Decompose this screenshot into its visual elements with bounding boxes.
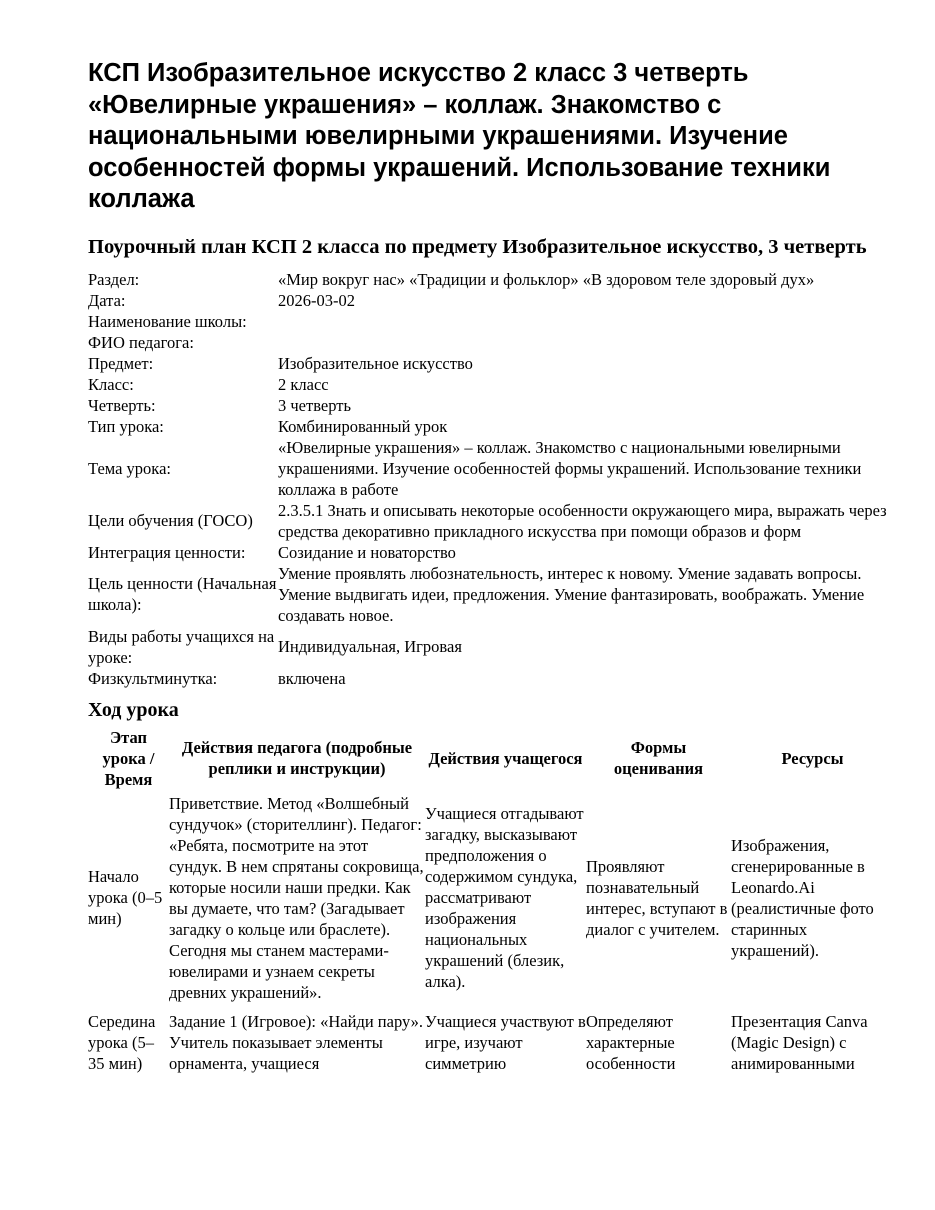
info-row [88,374,888,395]
info-label: Дата: [88,290,126,310]
lesson-info-table [88,269,888,689]
info-row [88,332,888,353]
info-value: 3 четверть [278,395,351,415]
info-label: Предмет: [88,353,154,373]
info-label: Тема урока: [88,458,171,478]
lesson-column-header: Действия педагога (подробные реплики и инструкции) [181,738,413,778]
info-value: Созидание и новаторство [278,542,456,562]
info-value: «Мир вокруг нас» «Традиции и фольклор» «В здоровом теле здоровый дух» [278,269,815,289]
lesson-cell: Начало урока (0–5 мин) [88,867,163,928]
info-row [88,311,888,332]
document-subtitle: Поурочный план КСП 2 класса по предмету Изобразительное искусство, 3 четверть [88,235,867,258]
lesson-column-header: Этап урока / Время [102,727,155,789]
info-value: Умение проявлять любознательность, интерес к новому. Умение задавать вопросы. Умение выдвигать идеи, предложения. Умение фантазировать, воображать. Умение создавать новое. [278,563,865,625]
info-label: ФИО педагога: [88,332,194,352]
lesson-cell: Задание 1 (Игровое): «Найди пару». Учитель показывает элементы орнамента, учащиеся [169,1011,424,1073]
info-row [88,269,888,290]
info-label: Раздел: [88,269,140,289]
info-label: Цель ценности (Начальная школа): [88,574,277,614]
lesson-column-header: Ресурсы [781,748,844,768]
info-value: включена [278,668,346,688]
info-label: Тип урока: [88,416,164,436]
info-value: Изобразительное искусство [278,353,473,373]
info-row [88,437,888,500]
lesson-cell: Середина урока (5–35 мин) [88,1011,156,1073]
lesson-plan-table [88,727,894,1082]
lesson-heading: Ход урока [88,698,179,721]
info-label: Четверть: [88,395,156,415]
info-value: 2026-03-02 [278,290,355,310]
info-row [88,668,888,689]
info-value [278,311,888,332]
lesson-stage-row [88,1011,894,1082]
lesson-cell: Учащиеся отгадывают загадку, высказывают предположения о содержимом сундука, рассматривают изображения национальных украшений (блезик, алка). [425,804,584,991]
info-value [278,332,888,353]
lesson-cell: Изображения, сгенерированные в Leonardo.Ai (реалистичные фото старинных украшений). [731,835,874,960]
info-row [88,416,888,437]
lesson-table-header-row [88,727,894,793]
info-value: 2.3.5.1 Знать и описывать некоторые особенности окружающего мира, выражать через средства декоративно прикладного искусства при помощи образов и форм [278,500,887,541]
lesson-stage-row [88,793,894,1011]
lesson-cell: Приветствие. Метод «Волшебный сундучок» (сторителлинг). Педагог: «Ребята, посмотрите на этот сундук. В нем спрятаны сокровища, которые носили наши предки. Как вы думаете, что там? (Загадывает загадку о кольце или браслете). Сегодня мы станем мастерами-ювелирами и узнаем секреты древних украшений». [169,793,424,1002]
info-value: 2 класс [278,374,329,394]
lesson-cell: Презентация Canva (Magic Design) с анимированными [731,1011,868,1073]
info-label: Физкультминутка: [88,668,218,688]
info-row [88,290,888,311]
lesson-column-header: Формы оценивания [613,738,704,778]
lesson-cell: Проявляют познавательный интерес, вступают в диалог с учителем. [586,856,728,939]
info-label: Наименование школы: [88,311,247,331]
lesson-cell: Учащиеся участвуют в игре, изучают симметрию [425,1011,586,1073]
info-label: Цели обучения (ГОСО) [88,511,253,530]
info-label: Интеграция ценности: [88,542,246,562]
info-row [88,542,888,563]
info-row [88,395,888,416]
lesson-column-header: Действия учащегося [428,748,583,768]
info-value: Комбинированный урок [278,416,448,436]
info-label: Класс: [88,374,134,394]
info-label: Виды работы учащихся на уроке: [88,626,275,667]
info-row [88,353,888,374]
lesson-cell: Определяют характерные особенности [586,1011,676,1073]
info-row [88,563,888,626]
info-value: «Ювелирные украшения» – коллаж. Знакомство с национальными ювелирными украшениями. Изучение особенностей формы украшений. Использование техники коллажа в работе [278,437,862,499]
info-value: Индивидуальная, Игровая [278,637,462,656]
info-row [88,500,888,542]
document-title: КСП Изобразительное искусство 2 класс 3 четверть «Ювелирные украшения» – коллаж. Знакомство с национальными ювелирными украшениями. Изучение особенностей формы украшений. Использование техники коллажа [88,59,831,213]
info-row [88,626,888,668]
